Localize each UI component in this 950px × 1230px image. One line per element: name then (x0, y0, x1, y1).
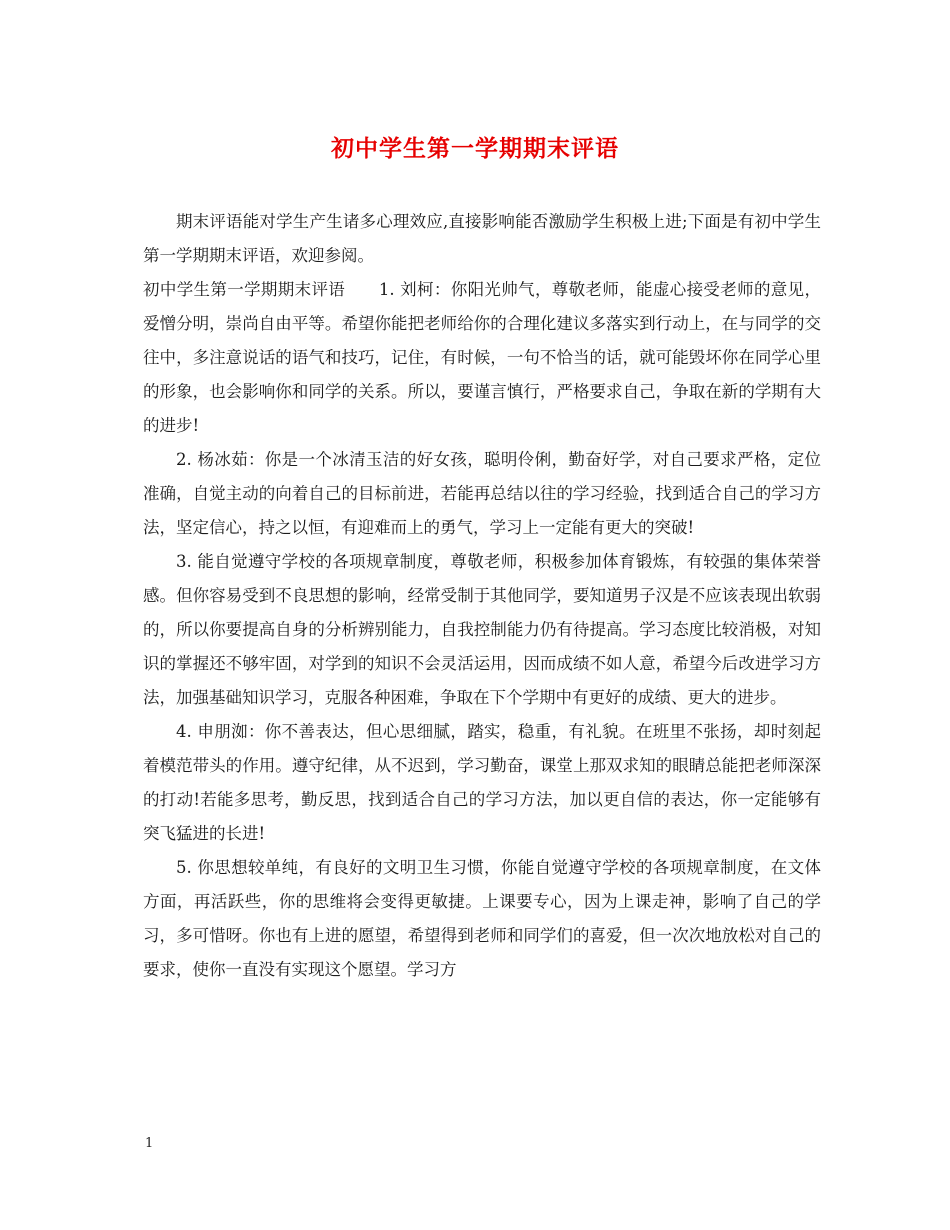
document-title: 初中学生第一学期期末评语 (331, 135, 619, 162)
comment-paragraph-2: 2. 杨冰茹：你是一个冰清玉洁的好女孩，聪明伶俐，勤奋好学，对自己要求严格，定位准确，自觉主动的向着自己的目标前进，若能再总结以往的学习经验，找到适合自己的学习方法，坚定信心，持之以恒，有迎难而上的勇气，学习上一定能有更大的突破! (143, 450, 821, 537)
comment-paragraph-3: 3. 能自觉遵守学校的各项规章制度，尊敬老师，积极参加体育锻炼，有较强的集体荣誉感。但你容易受到不良思想的影响，经常受制于其他同学，要知道男子汉是不应该表现出软弱的，所以你要提高自身的分析辨别能力，自我控制能力仍有待提高。学习态度比较消极，对知识的掌握还不够牢固，对学到的知识不会灵活运用，因而成绩不如人意，希望今后改进学习方法，加强基础知识学习，克服各种困难，争取在下个学期中有更好的成绩、更大的进步。 (143, 552, 821, 707)
comment-paragraph-4: 4. 申朋洳：你不善表达，但心思细腻，踏实，稳重，有礼貌。在班里不张扬，却时刻起着模范带头的作用。遵守纪律，从不迟到，学习勤奋，课堂上那双求知的眼睛总能把老师深深的打动!若能多思考，勤反思，找到适合自己的学习方法，加以更自信的表达，你一定能够有突飞猛进的长进! (143, 722, 821, 843)
page-number: 1 (145, 1136, 154, 1151)
comment-paragraph-1: 初中学生第一学期期末评语 1. 刘柯：你阳光帅气，尊敬老师，能虚心接受老师的意见，爱憎分明，崇尚自由平等。希望你能把老师给你的合理化建议多落实到行动上，在与同学的交往中，多注意说话的语气和技巧，记住，有时候，一句不恰当的话，就可能毁坏你在同学心里的形象，也会影响你和同学的关系。所以，要谨言慎行，严格要求自己，争取在新的学期有大的进步! (143, 280, 821, 435)
comment-paragraph-5: 5. 你思想较单纯，有良好的文明卫生习惯，你能自觉遵守学校的各项规章制度，在文体方面，再活跃些，你的思维将会变得更敏捷。上课要专心，因为上课走神，影响了自己的学习，多可惜呀。你也有上进的愿望，希望得到老师和同学们的喜爱，但一次次地放松对自己的要求，使你一直没有实现这个愿望。学习方 (143, 858, 821, 979)
intro-paragraph: 期末评语能对学生产生诸多心理效应,直接影响能否激励学生积极上进;下面是有初中学生第一学期期末评语，欢迎参阅。 (143, 212, 821, 265)
document-body (143, 205, 821, 987)
